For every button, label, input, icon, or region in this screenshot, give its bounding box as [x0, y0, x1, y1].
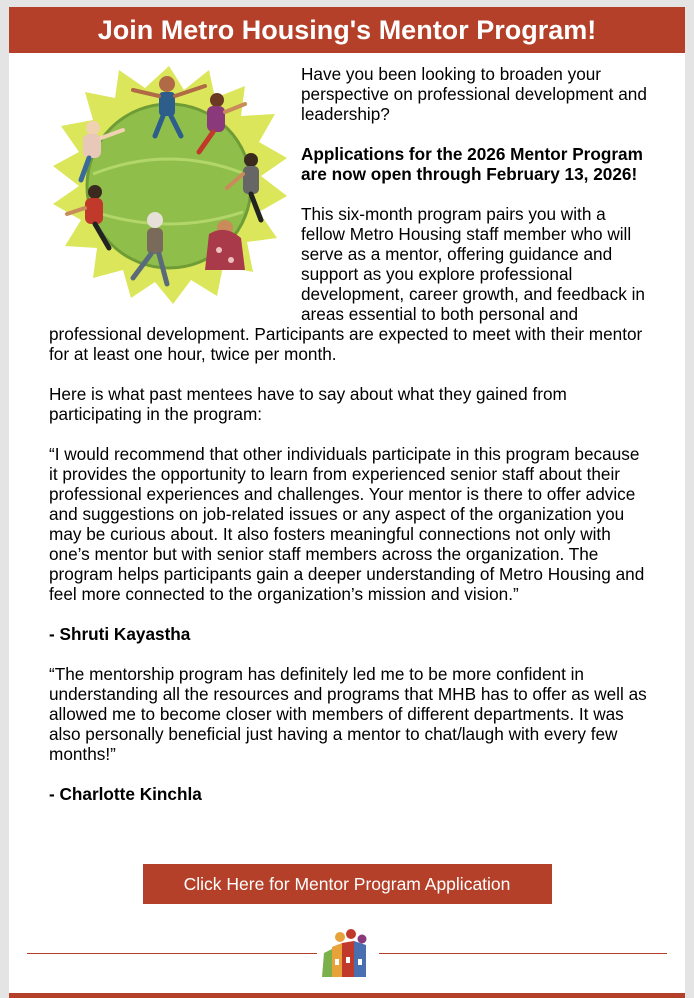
testimonials-lead: Here is what past mentees have to say about what they gained from participating in the program:	[49, 384, 567, 424]
page-title: Join Metro Housing's Mentor Program!	[9, 7, 685, 53]
intro-question: Have you been looking to broaden your perspective on professional development and leadership?	[301, 64, 647, 124]
newsletter-card	[9, 7, 685, 998]
testimonial-quote: “I would recommend that other individuals participate in this program because it provides the opportunity to learn from experienced senior staff about their professional experiences and challenges. Your mentor is there to offer advice and suggestions on job-related issues or any aspect of the organization you may be curious about. It also fosters meaningful connections not only with one’s mentor but with senior staff members across the organization. The program helps participants gain a deeper understanding of Metro Housing and feel more connected to the organization’s mission and vision.”	[49, 444, 645, 604]
metro-housing-logo-icon	[320, 929, 378, 979]
testimonial-quote: “The mentorship program has definitely led me to be more confident in understanding all the resources and programs that MHB has to offer as well as allowed me to become closer with members of different departments. It was also personally beneficial just having a mentor to chat/laugh with every few months!”	[49, 664, 647, 764]
footer-divider-left	[27, 953, 317, 954]
mentor-application-button[interactable]: Click Here for Mentor Program Application	[143, 864, 552, 904]
program-description: This six-month program pairs you with a fellow Metro Housing staff member who will serve as a mentor, offering guidance and support as you explore professional development, career growth, and feedback in areas essential to both personal and professional development. Participants are expected to meet with their mentor for at least one hour, twice per month.	[49, 204, 645, 364]
circle-of-people-illustration	[49, 64, 289, 306]
footer-bar	[9, 993, 685, 998]
testimonial-author: - Charlotte Kinchla	[49, 784, 202, 804]
application-announcement: Applications for the 2026 Mentor Program are now open through February 13, 2026!	[301, 144, 643, 184]
footer-divider-right	[379, 953, 667, 954]
article-body	[49, 64, 652, 824]
testimonial-author: - Shruti Kayastha	[49, 624, 191, 644]
cta-container	[9, 864, 685, 904]
